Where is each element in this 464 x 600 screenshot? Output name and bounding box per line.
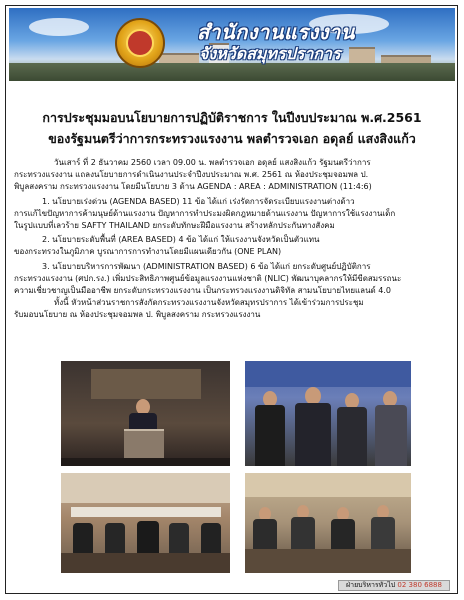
- photo-meeting-room: [61, 473, 230, 573]
- ministry-seal-icon: [115, 18, 165, 68]
- footer-contact-tag: [338, 580, 450, 591]
- article-body: [14, 157, 450, 322]
- footer-department: ฝ่ายบริหารทั่วไป: [346, 581, 396, 589]
- banner-title: สำนักงานแรงงาน: [197, 20, 355, 44]
- item2-line: 2. นโยบายระดับพื้นที่ (AREA BASED) 4 ข้อ ได้แก่ ให้แรงงานจังหวัดเป็นตัวแทน: [42, 235, 320, 245]
- closing-line: รับมอบนโยบาย ณ ห้องประชุมจอมพล ป. พิบูลสงคราม กระทรวงแรงงาน: [14, 310, 261, 320]
- item3-line: 3. นโยบายบริหารการพัฒนา (ADMINISTRATION BASED) 6 ข้อ ได้แก่ ยกระดับศูนย์ปฏิบัติการ: [42, 261, 371, 271]
- photo-minister-podium: [61, 361, 230, 466]
- intro-line: กระทรวงแรงงาน แถลงนโยบายการดำเนินงานประจำปีงบประมาณ พ.ศ. 2561 ณ ห้องประชุมจอมพล ป.: [14, 170, 369, 180]
- banner-subtitle: จังหวัดสมุทรปราการ: [199, 44, 341, 63]
- item1-line: การแก้ไขปัญหาการค้ามนุษย์ด้านแรงงาน ปัญหาการทำประมงผิดกฎหมายด้านแรงงาน ปัญหาการใช้แรงงานเด็ก: [14, 208, 396, 218]
- item3-line: กระทรวงแรงงาน (ศปก.รง.) เพิ่มประสิทธิภาพศูนย์ข้อมูลแรงงานแห่งชาติ (NLIC) พัฒนาบุคลากรให้มีขีดสมรรถนะ: [14, 273, 402, 283]
- photo-press-interview: [245, 361, 411, 466]
- intro-line: วันเสาร์ ที่ 2 ธันวาคม 2560 เวลา 09.00 น. พลตำรวจเอก อดุลย์ แสงสิงแก้ว รัฐมนตรีว่าการ: [54, 158, 371, 167]
- header-banner: [9, 8, 455, 81]
- item1-line: 1. นโยบายเร่งด่วน (AGENDA BASED) 11 ข้อ ได้แก่ เร่งรัดการจัดระเบียบแรงงานต่างด้าว: [42, 196, 355, 206]
- item1-line: ในรูปแบบที่เลวร้าย SAFTY THAILAND ยกระดับทักษะฝีมือแรงงาน สร้างหลักประกันทางสังคม: [14, 221, 335, 231]
- item2-line: ของกระทรวงในภูมิภาค บูรณาการการทำงานโดยมีแผนเดียวกัน (ONE PLAN): [14, 247, 282, 257]
- closing-line: ทั้งนี้ หัวหน้าส่วนราชการสังกัดกระทรวงแรงงานจังหวัดสมุทรปราการ ได้เข้าร่วมการประชุม: [54, 298, 364, 308]
- news-title-line2: ของรัฐมนตรีว่าการกระทรวงแรงงาน พลตำรวจเอก อดุลย์ แสงสิงแก้ว: [48, 131, 416, 146]
- footer-phone: 02 380 6888: [397, 581, 442, 589]
- item3-line: ความเชี่ยวชาญเป็นมืออาชีพ ยกระดับกระทรวงแรงงาน เป็นกระทรวงแรงงานดิจิทัล สามนโยบายไทยแลนด์ 4.0: [14, 286, 392, 296]
- intro-line: พิบูลสงคราม กระทรวงแรงงาน โดยมีนโยบาย 3 ด้าน AGENDA : AREA : ADMINISTRATION (11:4:6): [14, 182, 372, 192]
- photo-audience: [245, 473, 411, 573]
- news-title-line1: การประชุมมอบนโยบายการปฏิบัติราชการ ในปีงบประมาณ พ.ศ.2561: [42, 110, 422, 125]
